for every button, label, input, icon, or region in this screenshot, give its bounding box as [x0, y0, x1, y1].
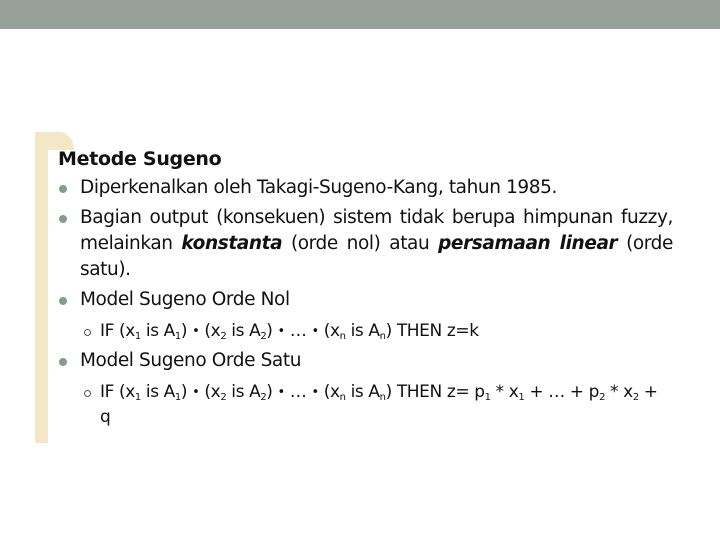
emphasis-persamaan-linear: persamaan linear [438, 233, 618, 254]
bullet-text: (orde satu). [80, 233, 674, 280]
bullet-text: Bagian output (konsekuen) sistem tidak berupa himpunan fuzzy, melainkan [80, 207, 673, 254]
bullet-icon [59, 297, 67, 305]
bullet-item-output [58, 205, 673, 283]
bullet-icon [59, 185, 67, 193]
bullet-item-orde-satu [58, 348, 673, 429]
bullet-text: Model Sugeno Orde Satu [80, 350, 302, 371]
slide-content [58, 146, 673, 429]
bullet-item-orde-nol [58, 287, 673, 344]
rule-text: IF ($x_1$ is $A_1$) • ($x_2$ is $A_2$) • … • ($x_n$ is $A_n$) THEN z=k [100, 321, 479, 342]
bullet-item-introduced [58, 175, 673, 201]
rule-text: IF ($x_1$ is $A_1$) • ($x_2$ is $A_2$) • … • ($x_n$ is $A_n$) THEN $z= p_1 * x_1$ + … + $p_2 * x_2 + q$ [100, 382, 658, 427]
bullet-icon [59, 215, 67, 223]
sub-list [80, 319, 673, 344]
bullet-list [58, 175, 673, 429]
rule-orde-satu [80, 380, 673, 429]
top-bar [0, 0, 720, 29]
sub-list [80, 380, 673, 429]
bullet-text: (orde nol) atau [282, 233, 439, 254]
ring-bullet-icon [84, 329, 91, 336]
bullet-text: Diperkenalkan oleh Takagi-Sugeno-Kang, tahun 1985. [80, 177, 558, 198]
emphasis-konstanta: konstanta [181, 233, 283, 254]
bullet-text: Model Sugeno Orde Nol [80, 289, 290, 310]
rule-orde-nol [80, 319, 673, 344]
ring-bullet-icon [84, 390, 91, 397]
bullet-icon [59, 358, 67, 366]
slide-title: Metode Sugeno [58, 148, 222, 170]
side-strip [35, 132, 48, 443]
